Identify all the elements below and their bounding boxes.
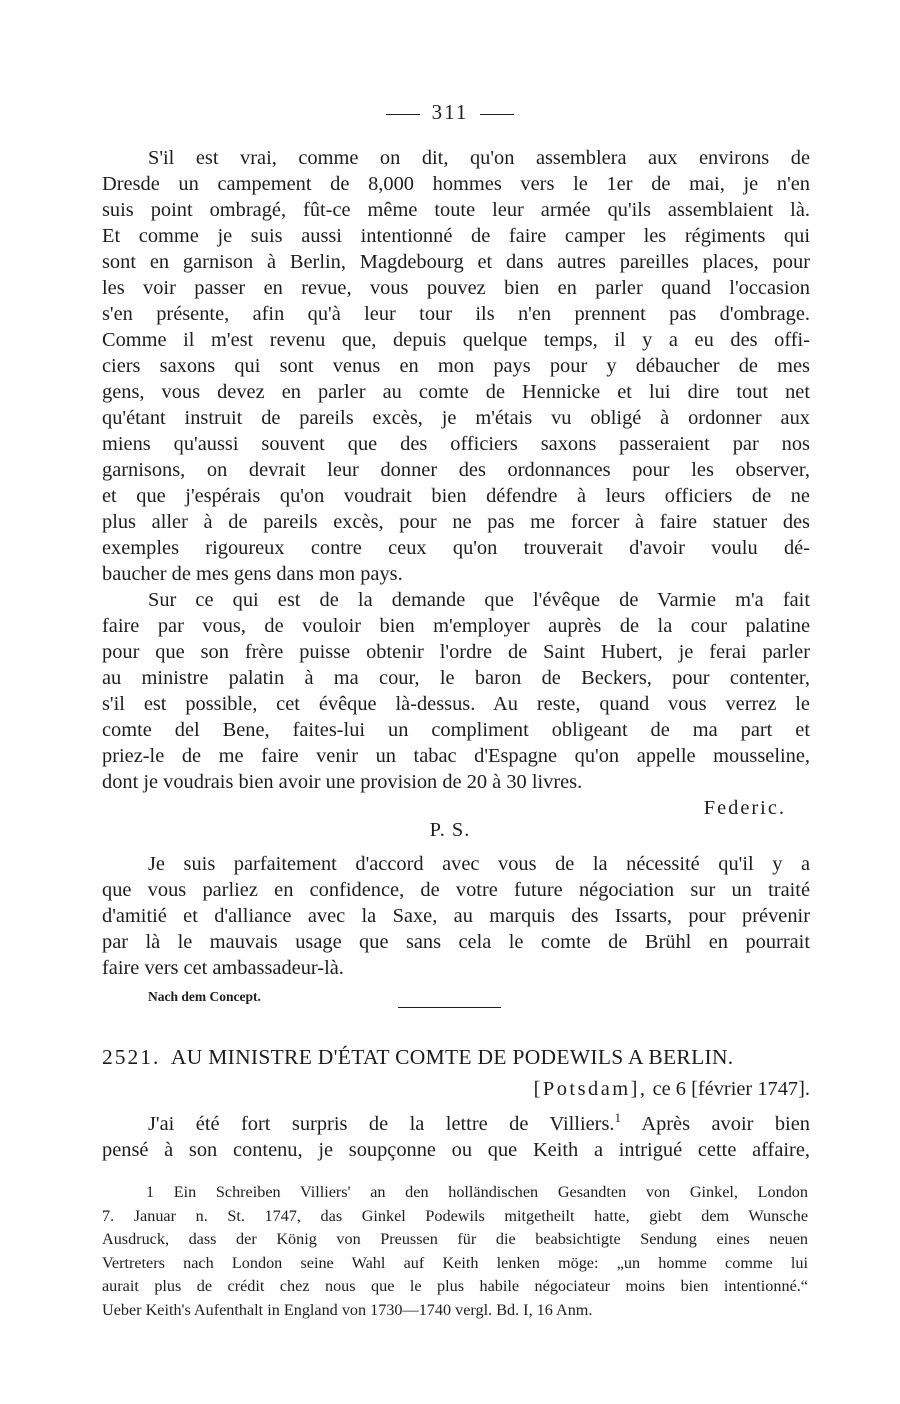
text-line: que vous parliez en confidence, de votre future négociation sur un traité <box>102 879 810 901</box>
text-line: Dresde un campement de 8,000 hommes vers le 1er de mai, je n'en <box>102 173 810 195</box>
dash-right <box>480 114 514 115</box>
text-line: suis point ombragé, fût-ce même toute leur armée qu'ils assemblaient là. <box>102 199 810 221</box>
postscript-heading: P. S. <box>429 819 471 841</box>
text-segment: Après avoir bien <box>641 1113 810 1135</box>
footnote-line <box>102 1181 808 1205</box>
text-line: par là le mauvais usage que sans cela le comte de Brühl en pourrait <box>102 931 810 953</box>
letter-number: 2521. <box>102 1045 161 1069</box>
text-line: Et comme je suis aussi intentionné de faire camper les régiments qui <box>102 225 810 247</box>
text-line <box>102 1111 810 1137</box>
footnote-line: 7. Januar n. St. 1747, das Ginkel Podewils mitgetheilt hatte, giebt dem Wunsche <box>102 1206 808 1225</box>
text-line: faire par vous, de vouloir bien m'employer auprès de la cour palatine <box>102 615 810 637</box>
text-line: qu'étant instruit de pareils excès, je m'étais vu obligé à ordonner aux <box>102 407 810 429</box>
text-line: les voir passer en revue, vous pouvez bien en parler quand l'occasion <box>102 277 810 299</box>
dateline-place: [Potsdam], <box>533 1078 648 1100</box>
text-line: pour que son frère puisse obtenir l'ordre de Saint Hubert, je ferai parler <box>102 641 810 663</box>
footnote-reference: 1 <box>614 1110 621 1126</box>
text-line: Je suis parfaitement d'accord avec vous de la nécessité qu'il y a <box>148 853 810 875</box>
footnote-line: Ueber Keith's Aufenthalt in England von 1730—1740 vergl. Bd. I, 16 Anm. <box>102 1300 593 1319</box>
text-line: sont en garnison à Berlin, Magdebourg et dans autres pareilles places, pour <box>102 251 810 273</box>
footnote <box>102 1181 808 1323</box>
letter-title: AU MINISTRE D'ÉTAT COMTE DE PODEWILS A BERLIN. <box>170 1045 734 1069</box>
source-note: Nach dem Concept. <box>148 989 261 1004</box>
text-line: et que j'espérais qu'on voudrait bien défendre à leurs officiers de ne <box>102 485 810 507</box>
text-line: baucher de mes gens dans mon pays. <box>102 563 403 585</box>
text-line: S'il est vrai, comme on dit, qu'on assemblera aux environs de <box>148 147 810 169</box>
text-segment: J'ai été fort surpris de la lettre de Villiers. <box>148 1113 615 1135</box>
letter-body <box>102 1111 810 1163</box>
section-divider <box>398 1007 501 1008</box>
text-line: faire vers cet ambassadeur-là. <box>102 957 344 979</box>
signature: Federic. <box>703 797 786 819</box>
paragraph-1 <box>102 145 810 587</box>
letter-heading <box>102 1045 810 1070</box>
text-line: dont je voudrais bien avoir une provision de 20 à 30 livres. <box>102 771 583 793</box>
text-line: ciers saxons qui sont venus en mon pays pour y débaucher de mes <box>102 355 810 377</box>
text-line: priez-le de me faire venir un tabac d'Espagne qu'on appelle mousseline, <box>102 745 810 767</box>
page-number: 311 <box>431 100 469 124</box>
text-line: Sur ce qui est de la demande que l'évêque de Varmie m'a fait <box>148 589 810 611</box>
paragraph-2 <box>102 587 810 795</box>
text-line: Comme il m'est revenu que, depuis quelque temps, il y a eu des offi- <box>102 329 810 351</box>
text-line: s'il est possible, cet évêque là-dessus. Au reste, quand vous verrez le <box>102 693 810 715</box>
text-line: au ministre palatin à ma cour, le baron de Beckers, pour contenter, <box>102 667 810 689</box>
footnote-marker: 1 <box>146 1184 154 1201</box>
text-line: miens qu'aussi souvent que des officiers saxons passeraient par nos <box>102 433 810 455</box>
footnote-line: aurait plus de crédit chez nous que le plus habile négociateur moins bien intentionné.“ <box>102 1277 808 1296</box>
page-number-header <box>0 100 900 125</box>
dateline <box>534 1078 810 1101</box>
text-line: s'en présente, afin qu'à leur tour ils n'en prennent pas d'ombrage. <box>102 303 810 325</box>
text-line: comte del Bene, faites-lui un compliment obligeant de ma part et <box>102 719 810 741</box>
text-segment: Ein Schreiben Villiers' an den holländischen Gesandten von Ginkel, London <box>173 1183 808 1201</box>
text-line: d'amitié et d'alliance avec la Saxe, au marquis des Issarts, pour prévenir <box>102 905 810 927</box>
text-line: gens, vous devez en parler au comte de Hennicke et lui dire tout net <box>102 381 810 403</box>
postscript-body <box>102 851 810 981</box>
footnote-line: Vertreters nach London seine Wahl auf Keith lenken möge: „un homme comme lui <box>102 1253 808 1272</box>
dash-left <box>386 114 420 115</box>
text-line: exemples rigoureux contre ceux qu'on trouverait d'avoir voulu dé- <box>102 537 810 559</box>
footnote-line: Ausdruck, dass der König von Preussen für die beabsichtigte Sendung eines neuen <box>102 1230 808 1249</box>
text-line: pensé à son contenu, je soupçonne ou que Keith a intrigué cette affaire, <box>102 1139 810 1161</box>
text-line: plus aller à de pareils excès, pour ne pas me forcer à faire statuer des <box>102 511 810 533</box>
dateline-date: ce 6 [février 1747]. <box>652 1078 810 1100</box>
text-line: garnisons, on devrait leur donner des ordonnances pour les observer, <box>102 459 810 481</box>
